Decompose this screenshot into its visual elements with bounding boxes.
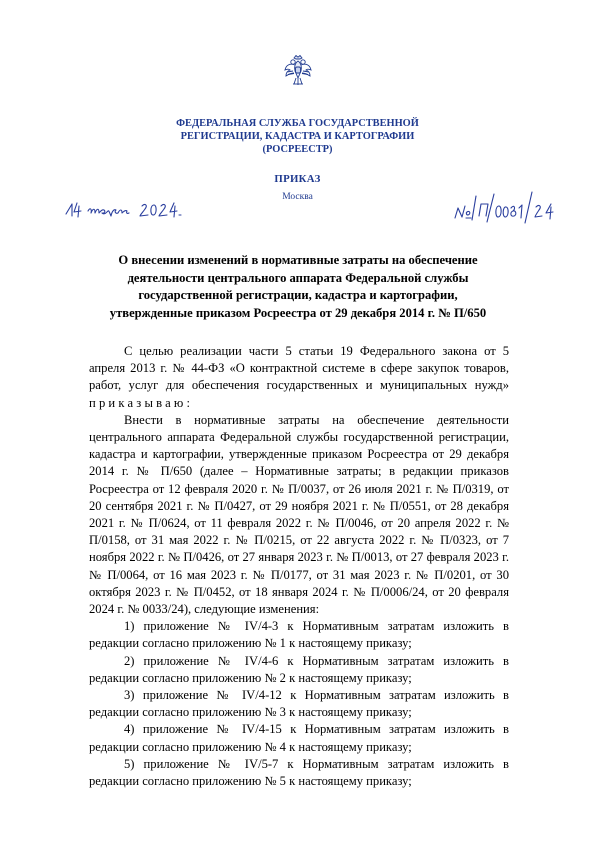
main-paragraph: Внести в нормативные затраты на обеспечение деятельности центрального аппарата Федеральной службы государственной регистрации, кадастра и картографии, утвержденные приказом Росреестра от 29 декабря 2014 г. № П/650 (далее – Нормативные затраты; в редакции приказов Росреестра от 12 февраля 2020 г. № П/0037, от 26 июля 2021 г. № П/0319, от 20 сентября 2021 г. № П/0427, от 29 ноября 2021 г. № П/0551, от 28 декабря 2021 г. № П/0624, от 11 февраля 2022 г. № П/0046, от 20 апреля 2022 г. № П/0158, от 31 мая 2022 г. № П/0215, от 22 августа 2022 г. № П/0323, от 7 ноября 2022 г. № П/0426, от 27 января 2023 г. № П/0013, от 27 февраля 2023 г. № П/0064, от 16 мая 2023 г. № П/0177, от 31 мая 2023 г. № П/0201, от 30 октября 2023 г. № П/0452, от 18 января 2024 г. № П/0006/24, от 20 февраля 2024 г. № 0033/24), следующие изменения: xyxy=(89,412,509,617)
list-item: 1) приложение № IV/4-3 к Нормативным затратам изложить в редакции согласно приложению № 1 к настоящему приказу; xyxy=(89,619,509,651)
list-item: 3) приложение № IV/4-12 к Нормативным затратам изложить в редакции согласно приложению № 3 к настоящему приказу; xyxy=(89,688,509,720)
coat-of-arms-icon xyxy=(283,54,313,90)
intro-text: С целью реализации части 5 статьи 19 Федерального закона от 5 апреля 2013 г. № 44-ФЗ «О контрактной системе в сфере закупок товаров, работ, услуг для обеспечения государственных и муниципальных нужд» xyxy=(89,344,509,393)
document-type: ПРИКАЗ xyxy=(274,173,321,185)
document-city: Москва xyxy=(282,192,313,202)
document-subject xyxy=(80,252,516,322)
handwritten-date xyxy=(64,197,194,221)
list-item: 2) приложение № IV/4-6 к Нормативным затратам изложить в редакции согласно приложению № 2 к настоящему приказу; xyxy=(89,653,509,685)
agency-name-line-1: ФЕДЕРАЛЬНАЯ СЛУЖБА ГОСУДАРСТВЕННОЙ xyxy=(176,118,419,129)
agency-header xyxy=(120,117,475,156)
list-item: 5) приложение № IV/5-7 к Нормативным затратам изложить в редакции согласно приложению № 5 к настоящему приказу; xyxy=(89,756,509,789)
subject-line-1: О внесении изменений в нормативные затраты на обеспечение xyxy=(118,253,478,267)
subject-line-4: утвержденные приказом Росреестра от 29 декабря 2014 г. № П/650 xyxy=(109,305,487,320)
intro-paragraph xyxy=(89,343,509,412)
agency-short-name: (РОСРЕЕСТР) xyxy=(262,144,333,155)
subject-line-2: деятельности центрального аппарата Федеральной службы xyxy=(127,270,469,285)
list-item: 4) приложение № IV/4-15 к Нормативным затратам изложить в редакции согласно приложению № 4 к настоящему приказу; xyxy=(89,722,509,754)
subject-line-3: государственной регистрации, кадастра и картографии, xyxy=(138,288,458,302)
handwritten-order-number xyxy=(452,190,562,224)
agency-name-line-2: РЕГИСТРАЦИИ, КАДАСТРА И КАРТОГРАФИИ xyxy=(180,131,415,142)
handwritten-number-ink xyxy=(452,190,562,224)
document-body xyxy=(89,343,509,790)
order-word: приказываю: xyxy=(89,395,194,410)
handwritten-date-ink xyxy=(64,197,194,221)
